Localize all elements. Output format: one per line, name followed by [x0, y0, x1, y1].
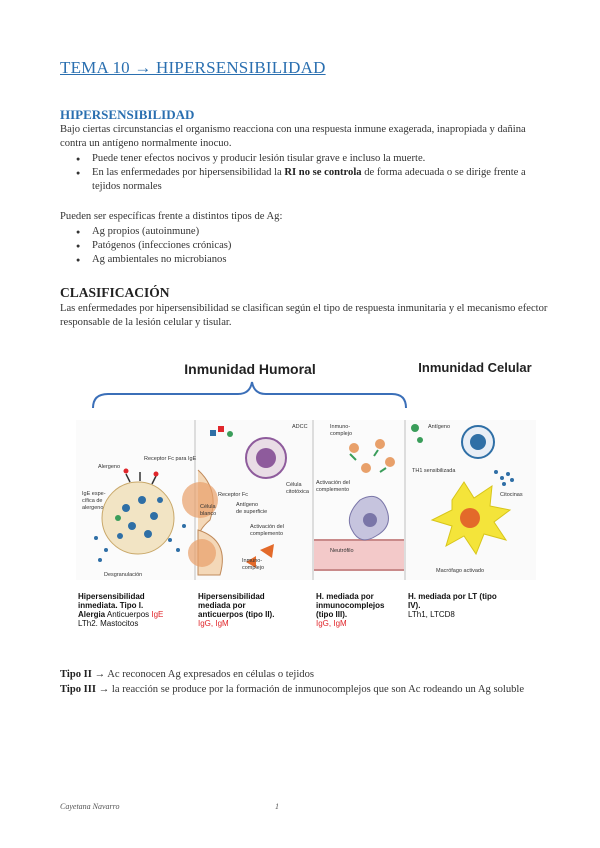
section-heading-clasificacion: CLASIFICACIÓN: [60, 285, 170, 300]
bullet-list-effects: [60, 152, 540, 195]
svg-text:Activación del: Activación del: [250, 524, 284, 530]
caption-type-iv: [408, 592, 497, 619]
svg-text:Receptor Fc para IgE: Receptor Fc para IgE: [144, 456, 197, 462]
note-type-iii: Tipo III → la reacción se produce por la formación de inmunocomplejos que son Ac rodeando un Ag soluble: [60, 684, 525, 695]
svg-text:Hipersensibilidad: Hipersensibilidad: [78, 592, 145, 601]
svg-text:inmediata. Tipo I.: inmediata. Tipo I.: [78, 601, 144, 610]
svg-text:inmunocomplejos: inmunocomplejos: [316, 601, 385, 610]
caption-type-ii: [198, 592, 274, 628]
svg-text:IgE espe-: IgE espe-: [82, 491, 106, 497]
svg-text:Célula: Célula: [286, 482, 302, 488]
section-heading-hipersensibilidad: HIPERSENSIBILIDAD: [60, 107, 195, 122]
svg-text:Neutrófilo: Neutrófilo: [330, 548, 354, 554]
svg-text:H. mediada por: H. mediada por: [316, 592, 374, 601]
specific-paragraph: Pueden ser específicas frente a distintos tipos de Ag:: [60, 211, 283, 222]
svg-text:Inmuno-: Inmuno-: [242, 558, 263, 564]
hypersensitivity-figure: [60, 350, 540, 650]
list-item: ● Puede tener efectos nocivos y producir lesión tisular grave e incluso la muerte.: [60, 152, 540, 166]
svg-text:H. mediada por LT (tipo: H. mediada por LT (tipo: [408, 592, 497, 601]
svg-text:IV).: IV).: [408, 601, 421, 610]
humoral-brace: [93, 382, 406, 408]
svg-text:Célula: Célula: [200, 504, 216, 510]
note-type-ii: Tipo II → Ac reconocen Ag expresados en células o tejidos: [60, 669, 315, 680]
celular-heading: Inmunidad Celular: [418, 360, 532, 375]
svg-text:Receptor Fc: Receptor Fc: [218, 492, 248, 498]
footer-author: Cayetana Navarro: [60, 802, 120, 811]
svg-text:Citocinas: Citocinas: [500, 492, 523, 498]
svg-text:anticuerpos (tipo II).: anticuerpos (tipo II).: [198, 610, 275, 619]
svg-text:Inmuno-: Inmuno-: [330, 424, 351, 430]
svg-text:Desgranulación: Desgranulación: [104, 572, 143, 578]
svg-text:Activación del: Activación del: [316, 480, 350, 486]
svg-text:Antígeno: Antígeno: [236, 502, 259, 508]
clasificacion-paragraph: Las enfermedades por hipersensibilidad se clasifican según el tipo de respuesta inmunitaria y el mecanismo efector responsable de la lesión celular y tisular.: [60, 303, 548, 329]
intro-paragraph: Bajo ciertas circunstancias el organismo reacciona con una respuesta inmune exagerada, inapropiada y dañina contra un antígeno normalmente inocuo.: [60, 124, 526, 150]
page-title: TEMA 10 → HIPERSENSIBILIDAD: [60, 58, 326, 77]
list-item: ● Patógenos (infecciones crónicas): [60, 239, 540, 253]
list-item: ● En las enfermedades por hipersensibilidad la RI no se controla de forma adecuada o se dirige frente a tejidos normales: [60, 166, 540, 194]
svg-text:LTh2. Mastocitos: LTh2. Mastocitos: [78, 619, 139, 628]
svg-text:IgG, IgM: IgG, IgM: [198, 619, 229, 628]
svg-text:complejo: complejo: [330, 431, 353, 437]
list-item: ● Ag ambientales no microbianos: [60, 253, 540, 267]
svg-text:mediada por: mediada por: [198, 601, 246, 610]
svg-text:alergeno: alergeno: [82, 505, 104, 511]
svg-text:complemento: complemento: [316, 487, 350, 493]
svg-text:cífica de: cífica de: [82, 498, 103, 504]
caption-type-i: [78, 592, 163, 628]
svg-text:Antígeno: Antígeno: [428, 424, 451, 430]
svg-text:de superficie: de superficie: [236, 509, 268, 515]
svg-text:ADCC: ADCC: [292, 424, 308, 430]
svg-text:(tipo III).: (tipo III).: [316, 610, 348, 619]
caption-type-iii: [316, 592, 385, 628]
svg-text:Alergeno: Alergeno: [98, 464, 121, 470]
svg-text:Macrófago activado: Macrófago activado: [436, 568, 484, 574]
humoral-heading: Inmunidad Humoral: [184, 361, 316, 377]
svg-text:citotóxica: citotóxica: [286, 489, 309, 495]
svg-text:complejo: complejo: [242, 565, 265, 571]
svg-text:complemento: complemento: [250, 531, 284, 537]
bullet-list-ag-types: [60, 225, 540, 268]
svg-text:Hipersensibilidad: Hipersensibilidad: [198, 592, 265, 601]
list-item: ● Ag propios (autoinmune): [60, 225, 540, 239]
svg-text:blanco: blanco: [200, 511, 217, 517]
svg-text:Alergia Anticuerpos IgE: Alergia Anticuerpos IgE: [78, 610, 164, 619]
svg-text:LTh1, LTCD8: LTh1, LTCD8: [408, 610, 455, 619]
footer-page-number: 1: [275, 802, 279, 811]
svg-text:TH1 sensibilizada: TH1 sensibilizada: [412, 468, 456, 474]
svg-text:IgG, IgM: IgG, IgM: [316, 619, 347, 628]
